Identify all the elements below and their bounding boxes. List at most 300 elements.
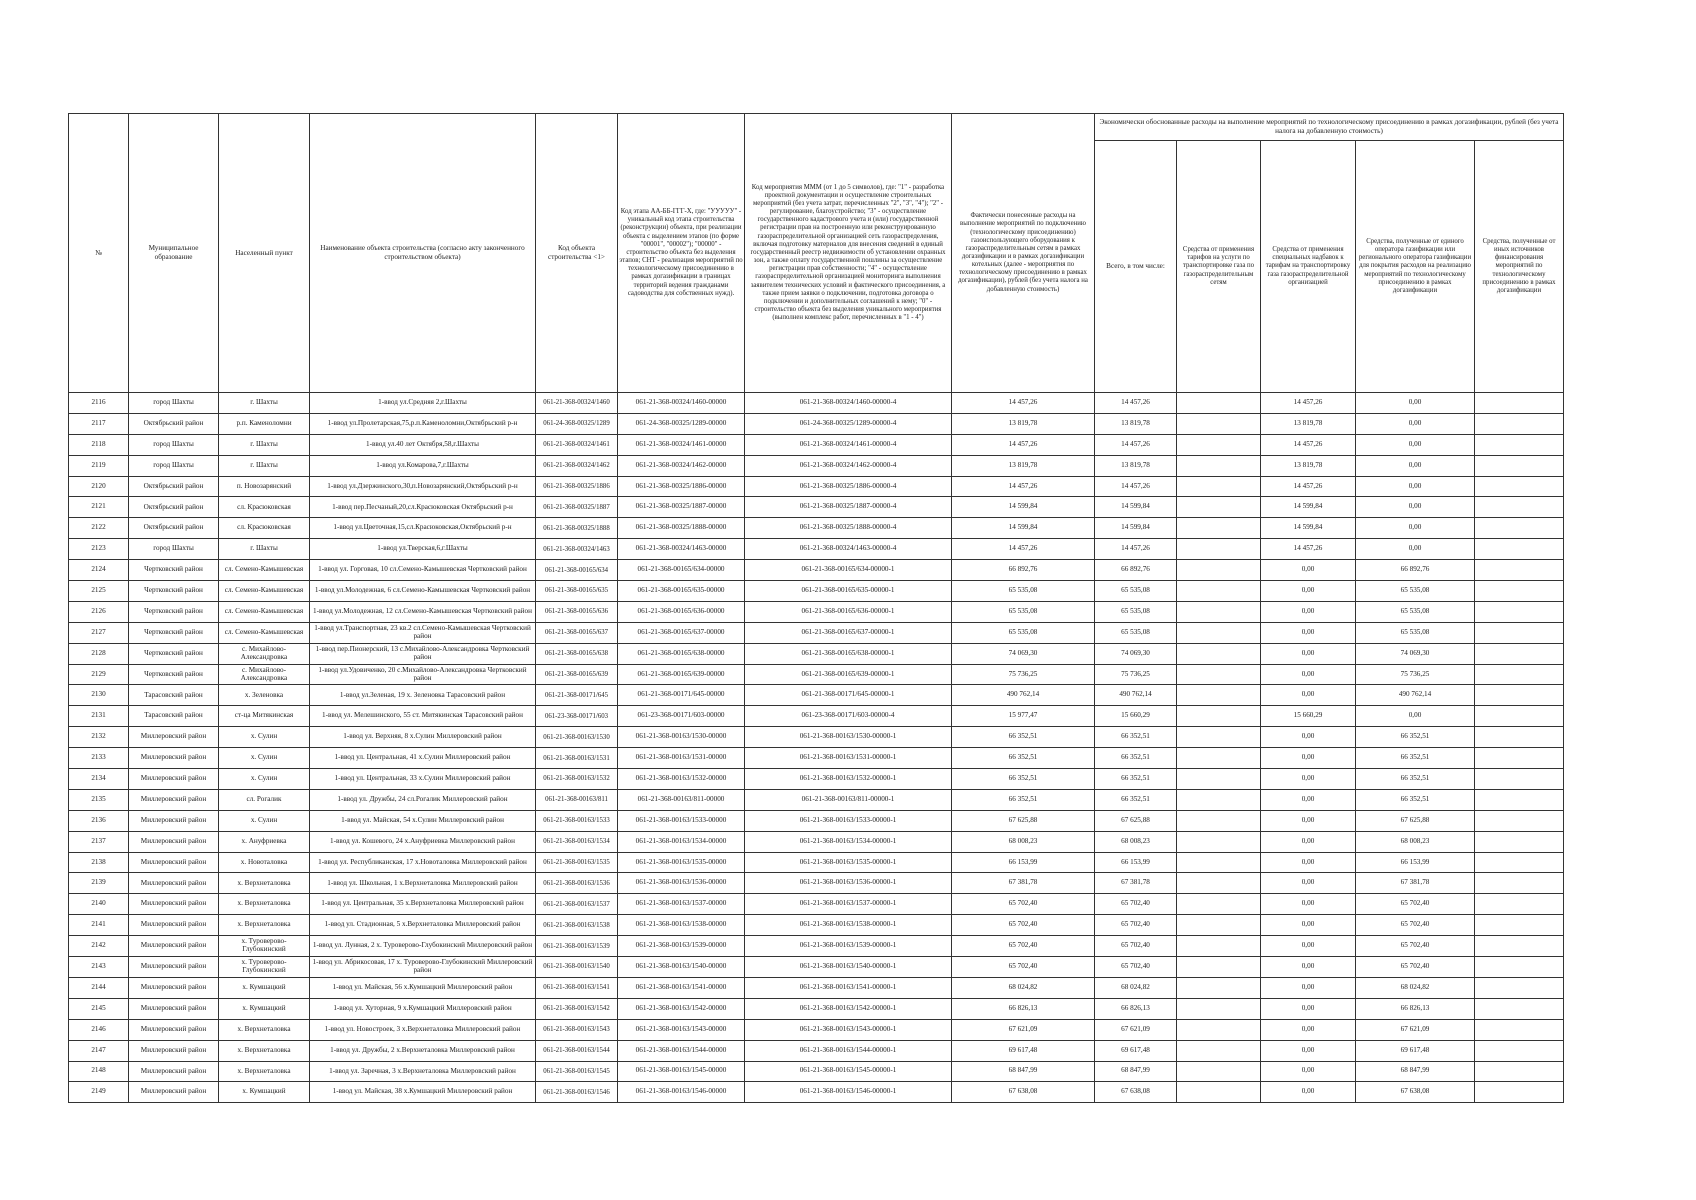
cell-row-number: 2129	[69, 664, 129, 685]
cell-event-code: 061-21-368-00325/1888-00000-4	[745, 518, 952, 539]
cell-stage-code: 061-24-368-00325/1289-00000	[618, 413, 745, 434]
cell-actual-expenses: 14 457,26	[952, 539, 1095, 560]
cell-object-name: 1-ввод ул. Центральная, 33 х.Сулин Миллеровский район	[310, 769, 536, 790]
cell-other-funds	[1475, 622, 1564, 643]
cell-surcharge-funds: 13 819,78	[1261, 413, 1356, 434]
cell-other-funds	[1475, 748, 1564, 769]
cell-actual-expenses: 69 617,48	[952, 1040, 1095, 1061]
cell-surcharge-funds: 0,00	[1261, 1019, 1356, 1040]
cell-object-name: 1-ввод ул.Тверская,6,г.Шахты	[310, 539, 536, 560]
cell-actual-expenses: 66 892,76	[952, 560, 1095, 581]
cell-object-code: 061-21-368-00165/634	[536, 560, 618, 581]
cell-surcharge-funds: 14 599,84	[1261, 518, 1356, 539]
cell-other-funds	[1475, 581, 1564, 602]
cell-operator-funds: 67 381,78	[1356, 873, 1475, 894]
cell-surcharge-funds: 0,00	[1261, 977, 1356, 998]
cell-other-funds	[1475, 476, 1564, 497]
cell-object-code: 061-21-368-00163/811	[536, 789, 618, 810]
cell-object-code: 061-21-368-00324/1460	[536, 393, 618, 414]
cell-municipality: Чертковский район	[129, 622, 219, 643]
cell-tariff-funds	[1177, 706, 1261, 727]
cell-operator-funds: 66 352,51	[1356, 789, 1475, 810]
cell-object-name: 1-ввод пер.Песчаный,20,сл.Красюковская Октябрьский р-н	[310, 497, 536, 518]
cell-event-code: 061-21-368-00163/1537-00000-1	[745, 894, 952, 915]
cell-municipality: Миллеровский район	[129, 957, 219, 978]
cell-settlement: сл. Семено-Камышевская	[219, 622, 310, 643]
cell-operator-funds: 67 625,88	[1356, 810, 1475, 831]
cell-object-name: 1-ввод ул. Центральная, 35 х.Верхнеталовка Миллеровский район	[310, 894, 536, 915]
cell-event-code: 061-21-368-00165/636-00000-1	[745, 601, 952, 622]
cell-object-name: 1-ввод ул. Лунная, 2 х. Туроверово-Глубокинский Миллеровский район	[310, 936, 536, 957]
cell-operator-funds: 74 069,30	[1356, 643, 1475, 664]
cell-other-funds	[1475, 789, 1564, 810]
cell-event-code: 061-21-368-00163/1541-00000-1	[745, 977, 952, 998]
cell-other-funds	[1475, 936, 1564, 957]
cell-event-code: 061-21-368-00163/1543-00000-1	[745, 1019, 952, 1040]
cell-operator-funds: 65 535,08	[1356, 581, 1475, 602]
cell-other-funds	[1475, 518, 1564, 539]
table-row	[69, 601, 1564, 622]
cell-settlement: г. Шахты	[219, 434, 310, 455]
cell-stage-code: 061-21-368-00163/1530-00000	[618, 727, 745, 748]
cell-total: 68 008,23	[1095, 831, 1177, 852]
cell-tariff-funds	[1177, 1061, 1261, 1082]
cell-tariff-funds	[1177, 873, 1261, 894]
cell-surcharge-funds: 14 457,26	[1261, 434, 1356, 455]
cell-event-code: 061-21-368-00163/1533-00000-1	[745, 810, 952, 831]
table-row	[69, 998, 1564, 1019]
cell-operator-funds: 66 352,51	[1356, 727, 1475, 748]
table-row	[69, 393, 1564, 414]
cell-settlement: г. Шахты	[219, 455, 310, 476]
cell-event-code: 061-21-368-00165/635-00000-1	[745, 581, 952, 602]
cell-actual-expenses: 65 702,40	[952, 957, 1095, 978]
table-row	[69, 1061, 1564, 1082]
cell-settlement: х. Верхнеталовка	[219, 1040, 310, 1061]
cell-event-code: 061-21-368-00163/1530-00000-1	[745, 727, 952, 748]
cell-object-name: 1-ввод ул. Майская, 54 х.Сулин Миллеровский район	[310, 810, 536, 831]
cell-actual-expenses: 68 024,82	[952, 977, 1095, 998]
cell-municipality: Миллеровский район	[129, 852, 219, 873]
cell-tariff-funds	[1177, 476, 1261, 497]
cell-municipality: Миллеровский район	[129, 894, 219, 915]
cell-event-code: 061-21-368-00325/1887-00000-4	[745, 497, 952, 518]
cell-object-name: 1-ввод ул.Комарова,7,г.Шахты	[310, 455, 536, 476]
table-row	[69, 852, 1564, 873]
table-header	[69, 114, 1564, 393]
cell-tariff-funds	[1177, 539, 1261, 560]
cell-total: 65 702,40	[1095, 936, 1177, 957]
cell-row-number: 2138	[69, 852, 129, 873]
cell-total: 66 153,99	[1095, 852, 1177, 873]
table-row	[69, 873, 1564, 894]
cell-surcharge-funds: 0,00	[1261, 769, 1356, 790]
cell-municipality: Миллеровский район	[129, 789, 219, 810]
cell-municipality: Миллеровский район	[129, 1061, 219, 1082]
cell-settlement: х. Сулин	[219, 727, 310, 748]
cell-total: 66 352,51	[1095, 748, 1177, 769]
table-row	[69, 706, 1564, 727]
cell-tariff-funds	[1177, 789, 1261, 810]
table-row	[69, 434, 1564, 455]
cell-object-name: 1-ввод ул. Мелешинского, 55 ст. Митякинская Тарасовский район	[310, 706, 536, 727]
table-row	[69, 977, 1564, 998]
cell-municipality: Миллеровский район	[129, 1040, 219, 1061]
cell-operator-funds: 65 702,40	[1356, 894, 1475, 915]
cell-object-code: 061-21-368-00163/1538	[536, 915, 618, 936]
cell-settlement: х. Кумшацкий	[219, 998, 310, 1019]
cell-surcharge-funds: 0,00	[1261, 873, 1356, 894]
cell-surcharge-funds: 0,00	[1261, 727, 1356, 748]
cell-actual-expenses: 65 702,40	[952, 915, 1095, 936]
cell-actual-expenses: 14 457,26	[952, 393, 1095, 414]
table-row	[69, 894, 1564, 915]
cell-row-number: 2121	[69, 497, 129, 518]
cell-object-name: 1-ввод ул. Верхняя, 8 х.Сулин Миллеровский район	[310, 727, 536, 748]
cell-settlement: х. Сулин	[219, 769, 310, 790]
cell-event-code: 061-21-368-00324/1462-00000-4	[745, 455, 952, 476]
cell-settlement: х. Зеленовка	[219, 685, 310, 706]
cell-operator-funds: 0,00	[1356, 455, 1475, 476]
cell-object-code: 061-21-368-00165/637	[536, 622, 618, 643]
cell-object-code: 061-21-368-00163/1532	[536, 769, 618, 790]
cell-object-code: 061-21-368-00325/1886	[536, 476, 618, 497]
cell-event-code: 061-21-368-00165/638-00000-1	[745, 643, 952, 664]
cell-stage-code: 061-21-368-00324/1461-00000	[618, 434, 745, 455]
cell-actual-expenses: 490 762,14	[952, 685, 1095, 706]
cell-object-code: 061-21-368-00165/639	[536, 664, 618, 685]
cell-surcharge-funds: 0,00	[1261, 748, 1356, 769]
header-event-code: Код мероприятия МММ (от 1 до 5 символов), где: "1" - разработка проектной документации и осуществление строительных мероприятий (без учета затрат, перечисленных "2", "3", "4"); "2" - регулирование, благоустройство; "3" - осуществление государственного кадастрового учета и (или) государственной регистрации прав на построенную или реконструированную газораспределительной организацией сеть газораспределения, включая подготовку материалов для внесения сведений в единый государственный реестр недвижимости об установлении охранных зон, а также оплату государственной пошлины за осуществление регистрации прав собственности; "4" - осуществление газораспределительной организацией мониторинга выполнения заявителем технических условий и фактического присоединения, а также прием заявки о подключении, подготовка договора о подключении и дополнительных соглашений к нему; "0" - строительство объекта без выделения уникального мероприятия (выполнен комплекс работ, перечисленных в "1 - 4")	[745, 114, 952, 393]
cell-actual-expenses: 75 736,25	[952, 664, 1095, 685]
cell-operator-funds: 0,00	[1356, 706, 1475, 727]
cell-row-number: 2146	[69, 1019, 129, 1040]
cell-object-name: 1-ввод ул.Молодежная, 12 сл.Семено-Камышевская Чертковский район	[310, 601, 536, 622]
cell-other-funds	[1475, 810, 1564, 831]
cell-other-funds	[1475, 998, 1564, 1019]
cell-municipality: Октябрьский район	[129, 518, 219, 539]
cell-total: 75 736,25	[1095, 664, 1177, 685]
cell-other-funds	[1475, 727, 1564, 748]
table-row	[69, 1082, 1564, 1103]
cell-actual-expenses: 65 535,08	[952, 622, 1095, 643]
header-surcharge-funds: Средства от применения специальных надбавок к тарифам на транспортировку газа газораспределительной организацией	[1261, 141, 1356, 393]
cell-stage-code: 061-21-368-00324/1460-00000	[618, 393, 745, 414]
cell-settlement: х. Ануфриевка	[219, 831, 310, 852]
table-row	[69, 769, 1564, 790]
header-municipality: Муниципальное образование	[129, 114, 219, 393]
cell-object-name: 1-ввод ул.Молодежная, 6 сл.Семено-Камышевская Чертковский район	[310, 581, 536, 602]
cell-tariff-funds	[1177, 393, 1261, 414]
cell-total: 14 599,84	[1095, 518, 1177, 539]
cell-stage-code: 061-21-368-00163/1535-00000	[618, 852, 745, 873]
cell-object-code: 061-21-368-00165/636	[536, 601, 618, 622]
cell-object-code: 061-21-368-00165/635	[536, 581, 618, 602]
table-row	[69, 810, 1564, 831]
cell-total: 14 457,26	[1095, 539, 1177, 560]
cell-surcharge-funds: 0,00	[1261, 643, 1356, 664]
cell-object-name: 1-ввод ул. Заречная, 3 х.Верхнеталовка Миллеровский район	[310, 1061, 536, 1082]
cell-surcharge-funds: 0,00	[1261, 664, 1356, 685]
cell-stage-code: 061-21-368-00165/638-00000	[618, 643, 745, 664]
cell-tariff-funds	[1177, 518, 1261, 539]
cell-stage-code: 061-21-368-00165/635-00000	[618, 581, 745, 602]
cell-tariff-funds	[1177, 915, 1261, 936]
cell-tariff-funds	[1177, 622, 1261, 643]
cell-operator-funds: 0,00	[1356, 413, 1475, 434]
cell-other-funds	[1475, 413, 1564, 434]
cell-row-number: 2142	[69, 936, 129, 957]
cell-other-funds	[1475, 1019, 1564, 1040]
cell-surcharge-funds: 0,00	[1261, 852, 1356, 873]
cell-row-number: 2126	[69, 601, 129, 622]
cell-actual-expenses: 65 535,08	[952, 601, 1095, 622]
cell-surcharge-funds: 0,00	[1261, 1040, 1356, 1061]
cell-object-name: 1-ввод ул. Школьная, 1 х.Верхнеталовка Миллеровский район	[310, 873, 536, 894]
cell-total: 14 457,26	[1095, 434, 1177, 455]
cell-other-funds	[1475, 1082, 1564, 1103]
cell-object-name: 1-ввод ул.40 лет Октября,58,г.Шахты	[310, 434, 536, 455]
cell-settlement: х. Сулин	[219, 810, 310, 831]
cell-object-code: 061-24-368-00325/1289	[536, 413, 618, 434]
cell-total: 66 352,51	[1095, 789, 1177, 810]
cell-settlement: х. Туроверово-Глубокинский	[219, 957, 310, 978]
cell-municipality: Миллеровский район	[129, 977, 219, 998]
cell-surcharge-funds: 0,00	[1261, 789, 1356, 810]
cell-operator-funds: 69 617,48	[1356, 1040, 1475, 1061]
cell-operator-funds: 66 153,99	[1356, 852, 1475, 873]
table-row	[69, 518, 1564, 539]
cell-object-name: 1-ввод ул. Майская, 38 х.Кумшацкий Миллеровский район	[310, 1082, 536, 1103]
cell-surcharge-funds: 14 457,26	[1261, 539, 1356, 560]
cell-operator-funds: 0,00	[1356, 476, 1475, 497]
cell-settlement: сл. Семено-Камышевская	[219, 601, 310, 622]
cell-tariff-funds	[1177, 957, 1261, 978]
table-row	[69, 622, 1564, 643]
table-row	[69, 664, 1564, 685]
cell-event-code: 061-21-368-00165/639-00000-1	[745, 664, 952, 685]
cell-event-code: 061-21-368-00163/1539-00000-1	[745, 936, 952, 957]
cell-other-funds	[1475, 852, 1564, 873]
cell-stage-code: 061-21-368-00163/811-00000	[618, 789, 745, 810]
cell-operator-funds: 0,00	[1356, 434, 1475, 455]
cell-surcharge-funds: 0,00	[1261, 1082, 1356, 1103]
cell-object-code: 061-21-368-00163/1530	[536, 727, 618, 748]
header-object-name: Наименование объекта строительства (согласно акту законченного строительством объекта)	[310, 114, 536, 393]
cell-municipality: Миллеровский район	[129, 1019, 219, 1040]
cell-settlement: п. Новозарянский	[219, 476, 310, 497]
cell-municipality: Миллеровский район	[129, 810, 219, 831]
cell-row-number: 2124	[69, 560, 129, 581]
cell-surcharge-funds: 0,00	[1261, 1061, 1356, 1082]
cell-municipality: Чертковский район	[129, 560, 219, 581]
table-row	[69, 413, 1564, 434]
cell-actual-expenses: 14 457,26	[952, 434, 1095, 455]
cell-municipality: Миллеровский район	[129, 748, 219, 769]
cell-municipality: Миллеровский район	[129, 998, 219, 1019]
cell-object-name: 1-ввод ул.Зеленая, 19 х. Зеленовка Тарасовский район	[310, 685, 536, 706]
cell-event-code: 061-21-368-00163/1542-00000-1	[745, 998, 952, 1019]
expenses-table	[68, 113, 1564, 1103]
cell-object-name: 1-ввод ул. Республиканская, 17 х.Новоталовка Миллеровский район	[310, 852, 536, 873]
cell-other-funds	[1475, 894, 1564, 915]
cell-total: 69 617,48	[1095, 1040, 1177, 1061]
cell-actual-expenses: 74 069,30	[952, 643, 1095, 664]
cell-settlement: г. Шахты	[219, 539, 310, 560]
cell-municipality: Миллеровский район	[129, 727, 219, 748]
cell-other-funds	[1475, 1061, 1564, 1082]
cell-settlement: х. Верхнеталовка	[219, 894, 310, 915]
table-row	[69, 727, 1564, 748]
cell-stage-code: 061-21-368-00163/1538-00000	[618, 915, 745, 936]
cell-municipality: Тарасовский район	[129, 685, 219, 706]
cell-municipality: Чертковский район	[129, 581, 219, 602]
cell-stage-code: 061-21-368-00324/1463-00000	[618, 539, 745, 560]
cell-stage-code: 061-21-368-00163/1541-00000	[618, 977, 745, 998]
cell-row-number: 2134	[69, 769, 129, 790]
cell-object-name: 1-ввод ул.Удовиченко, 20 с.Михайлово-Александровка Чертковский район	[310, 664, 536, 685]
cell-municipality: Чертковский район	[129, 601, 219, 622]
cell-row-number: 2135	[69, 789, 129, 810]
cell-object-name: 1-ввод ул. Кошевого, 24 х.Ануфриевка Миллеровский район	[310, 831, 536, 852]
cell-object-code: 061-23-368-00171/603	[536, 706, 618, 727]
cell-surcharge-funds: 0,00	[1261, 622, 1356, 643]
cell-event-code: 061-21-368-00163/811-00000-1	[745, 789, 952, 810]
cell-event-code: 061-23-368-00171/603-00000-4	[745, 706, 952, 727]
cell-municipality: Октябрьский район	[129, 476, 219, 497]
table-row	[69, 539, 1564, 560]
cell-stage-code: 061-21-368-00163/1532-00000	[618, 769, 745, 790]
cell-row-number: 2127	[69, 622, 129, 643]
cell-operator-funds: 68 024,82	[1356, 977, 1475, 998]
cell-object-name: 1-ввод ул.Цветочная,15,сл.Красюковская,Октябрьский р-н	[310, 518, 536, 539]
cell-operator-funds: 66 352,51	[1356, 769, 1475, 790]
cell-object-code: 061-21-368-00163/1539	[536, 936, 618, 957]
table-row	[69, 1040, 1564, 1061]
cell-settlement: х. Верхнеталовка	[219, 915, 310, 936]
cell-municipality: Миллеровский район	[129, 915, 219, 936]
cell-operator-funds: 67 638,08	[1356, 1082, 1475, 1103]
cell-row-number: 2143	[69, 957, 129, 978]
cell-total: 68 024,82	[1095, 977, 1177, 998]
cell-operator-funds: 0,00	[1356, 393, 1475, 414]
cell-stage-code: 061-21-368-00325/1887-00000	[618, 497, 745, 518]
cell-object-code: 061-21-368-00163/1537	[536, 894, 618, 915]
cell-actual-expenses: 14 599,84	[952, 518, 1095, 539]
cell-object-name: 1-ввод ул.Пролетарская,75,р.п.Каменоломни,Октябрьский р-н	[310, 413, 536, 434]
cell-stage-code: 061-21-368-00163/1545-00000	[618, 1061, 745, 1082]
cell-stage-code: 061-23-368-00171/603-00000	[618, 706, 745, 727]
cell-other-funds	[1475, 769, 1564, 790]
cell-object-code: 061-21-368-00324/1463	[536, 539, 618, 560]
cell-object-code: 061-21-368-00171/645	[536, 685, 618, 706]
cell-operator-funds: 65 535,08	[1356, 622, 1475, 643]
header-tariff-funds: Средства от применения тарифов на услуги по транспортировке газа по газораспределительным сетям	[1177, 141, 1261, 393]
cell-municipality: Миллеровский район	[129, 769, 219, 790]
header-object-code: Код объекта строительства <1>	[536, 114, 618, 393]
cell-municipality: город Шахты	[129, 393, 219, 414]
cell-total: 65 535,08	[1095, 581, 1177, 602]
cell-total: 67 625,88	[1095, 810, 1177, 831]
cell-object-name: 1-ввод ул.Транспортная, 23 кв.2 сл.Семено-Камышевская Чертковский район	[310, 622, 536, 643]
cell-other-funds	[1475, 601, 1564, 622]
cell-row-number: 2144	[69, 977, 129, 998]
cell-event-code: 061-21-368-00163/1534-00000-1	[745, 831, 952, 852]
document-sheet	[68, 113, 1564, 1103]
cell-other-funds	[1475, 831, 1564, 852]
cell-other-funds	[1475, 497, 1564, 518]
cell-total: 14 457,26	[1095, 476, 1177, 497]
table-row	[69, 748, 1564, 769]
table-row	[69, 1019, 1564, 1040]
cell-row-number: 2145	[69, 998, 129, 1019]
cell-total: 66 892,76	[1095, 560, 1177, 581]
cell-stage-code: 061-21-368-00163/1543-00000	[618, 1019, 745, 1040]
cell-event-code: 061-21-368-00163/1540-00000-1	[745, 957, 952, 978]
cell-actual-expenses: 13 819,78	[952, 413, 1095, 434]
cell-total: 14 599,84	[1095, 497, 1177, 518]
cell-event-code: 061-21-368-00163/1544-00000-1	[745, 1040, 952, 1061]
cell-other-funds	[1475, 977, 1564, 998]
cell-settlement: х. Верхнеталовка	[219, 1019, 310, 1040]
table-row	[69, 831, 1564, 852]
header-actual-expenses: Фактически понесенные расходы на выполнение мероприятий по подключению (технологическому присоединению) газоиспользующего оборудования к газораспределительным сетям в рамках догазификации и в рамках догазификации котельных (далее - мероприятия по технологическому присоединению в рамках догазификации), рублей (без учета налога на добавленную стоимость)	[952, 114, 1095, 393]
cell-actual-expenses: 67 621,09	[952, 1019, 1095, 1040]
cell-row-number: 2117	[69, 413, 129, 434]
cell-object-name: 1-ввод ул. Новостроек, 3 х.Верхнеталовка Миллеровский район	[310, 1019, 536, 1040]
cell-stage-code: 061-21-368-00165/637-00000	[618, 622, 745, 643]
cell-municipality: город Шахты	[129, 539, 219, 560]
cell-stage-code: 061-21-368-00163/1539-00000	[618, 936, 745, 957]
table-row	[69, 476, 1564, 497]
cell-object-name: 1-ввод ул. Дружбы, 24 сл.Рогалик Миллеровский район	[310, 789, 536, 810]
cell-settlement: сл. Красюковская	[219, 497, 310, 518]
cell-other-funds	[1475, 393, 1564, 414]
cell-event-code: 061-21-368-00163/1546-00000-1	[745, 1082, 952, 1103]
cell-tariff-funds	[1177, 601, 1261, 622]
cell-surcharge-funds: 0,00	[1261, 685, 1356, 706]
cell-row-number: 2116	[69, 393, 129, 414]
cell-tariff-funds	[1177, 1019, 1261, 1040]
cell-surcharge-funds: 0,00	[1261, 601, 1356, 622]
cell-municipality: Чертковский район	[129, 664, 219, 685]
cell-surcharge-funds: 0,00	[1261, 810, 1356, 831]
cell-municipality: Миллеровский район	[129, 936, 219, 957]
cell-total: 74 069,30	[1095, 643, 1177, 664]
cell-stage-code: 061-21-368-00163/1542-00000	[618, 998, 745, 1019]
cell-surcharge-funds: 0,00	[1261, 915, 1356, 936]
cell-stage-code: 061-21-368-00165/634-00000	[618, 560, 745, 581]
cell-settlement: сл. Семено-Камышевская	[219, 581, 310, 602]
cell-total: 65 702,40	[1095, 957, 1177, 978]
cell-row-number: 2119	[69, 455, 129, 476]
cell-tariff-funds	[1177, 852, 1261, 873]
cell-event-code: 061-21-368-00163/1531-00000-1	[745, 748, 952, 769]
cell-object-code: 061-21-368-00163/1540	[536, 957, 618, 978]
cell-event-code: 061-21-368-00324/1463-00000-4	[745, 539, 952, 560]
cell-actual-expenses: 67 638,08	[952, 1082, 1095, 1103]
cell-operator-funds: 66 892,76	[1356, 560, 1475, 581]
cell-row-number: 2120	[69, 476, 129, 497]
cell-row-number: 2140	[69, 894, 129, 915]
cell-other-funds	[1475, 915, 1564, 936]
cell-settlement: х. Верхнеталовка	[219, 873, 310, 894]
table-row	[69, 581, 1564, 602]
cell-municipality: город Шахты	[129, 434, 219, 455]
header-settlement: Населенный пункт	[219, 114, 310, 393]
cell-municipality: Миллеровский район	[129, 873, 219, 894]
cell-stage-code: 061-21-368-00165/639-00000	[618, 664, 745, 685]
